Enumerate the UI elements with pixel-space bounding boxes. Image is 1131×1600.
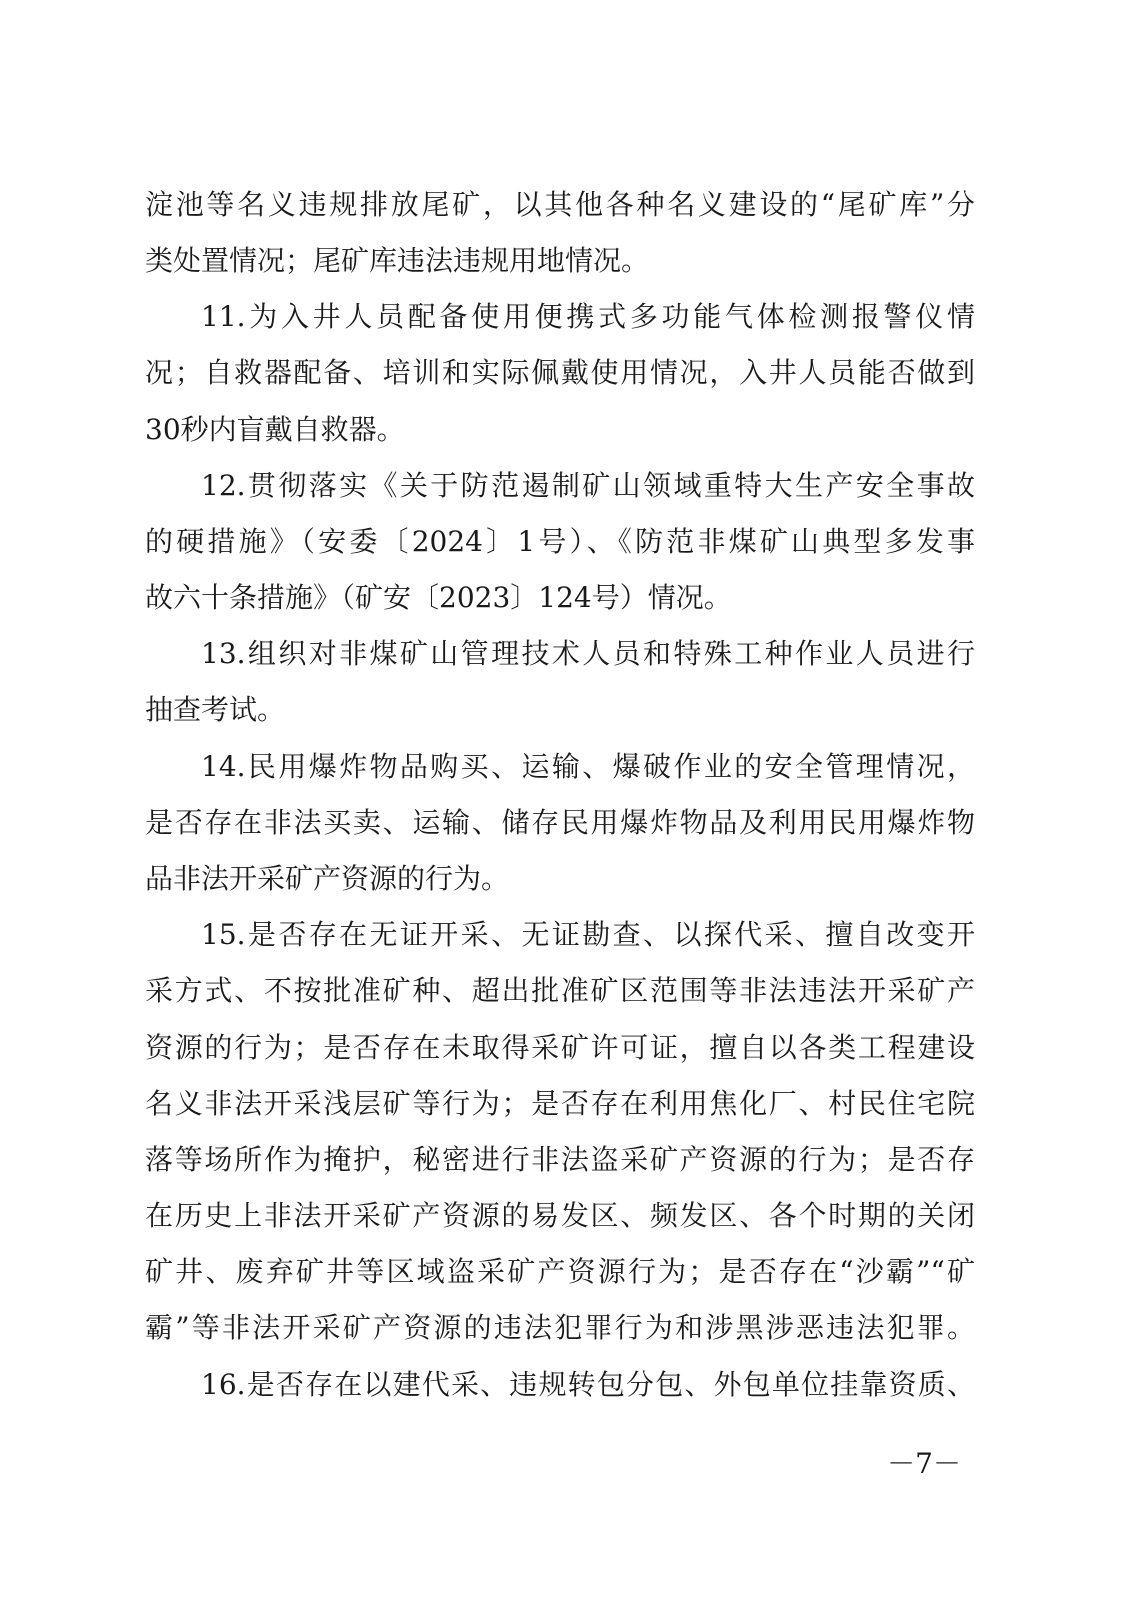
text-line: 落等场所作为掩护，秘密进行非法盗采矿产资源的行为；是否存 [145,1143,975,1176]
text-line: 类处置情况；尾矿库违法违规用地情况。 [145,244,650,277]
text-line: 故六十条措施》（矿安〔2023〕124号）情况。 [145,581,732,614]
paragraph-11-line: 11.为入井人员配备使用便携式多功能气体检测报警仪情 [201,300,975,333]
page-number: －7－ [887,1447,961,1480]
text-line: 况；自救器配备、培训和实际佩戴使用情况，入井人员能否做到 [145,356,975,389]
text-line: 淀池等名义违规排放尾矿，以其他各种名义建设的“尾矿库”分 [145,188,975,221]
text-line: 名义非法开采浅层矿等行为；是否存在利用焦化厂、村民住宅院 [145,1087,975,1120]
text-line: 资源的行为；是否存在未取得采矿许可证，擅自以各类工程建设 [145,1031,975,1064]
text-line: 品非法开采矿产资源的行为。 [145,862,510,895]
paragraph-16-line: 16.是否存在以建代采、违规转包分包、外包单位挂靠资质、 [201,1368,975,1401]
text-line: 采方式、不按批准矿种、超出批准矿区范围等非法违法开采矿产 [145,974,975,1007]
text-line: 霸”等非法开采矿产资源的违法犯罪行为和涉黑涉恶违法犯罪。 [145,1311,975,1344]
paragraph-15-line: 15.是否存在无证开采、无证勘查、以探代采、擅自改变开 [201,918,975,951]
text-line: 30秒内盲戴自救器。 [145,413,405,446]
text-line: 是否存在非法买卖、运输、储存民用爆炸物品及利用民用爆炸物 [145,806,975,839]
text-line: 抽查考试。 [145,693,286,726]
paragraph-13-line: 13.组织对非煤矿山管理技术人员和特殊工种作业人员进行 [201,637,975,670]
text-line: 的硬措施》（安委〔2024〕1号）、《防范非煤矿山典型多发事 [145,525,975,558]
paragraph-12-line: 12.贯彻落实《关于防范遏制矿山领域重特大生产安全事故 [201,469,975,502]
text-line: 在历史上非法开采矿产资源的易发区、频发区、各个时期的关闭 [145,1199,975,1232]
paragraph-14-line: 14.民用爆炸物品购买、运输、爆破作业的安全管理情况， [201,750,975,783]
text-line: 矿井、废弃矿井等区域盗采矿产资源行为；是否存在“沙霸”“矿 [145,1255,975,1288]
